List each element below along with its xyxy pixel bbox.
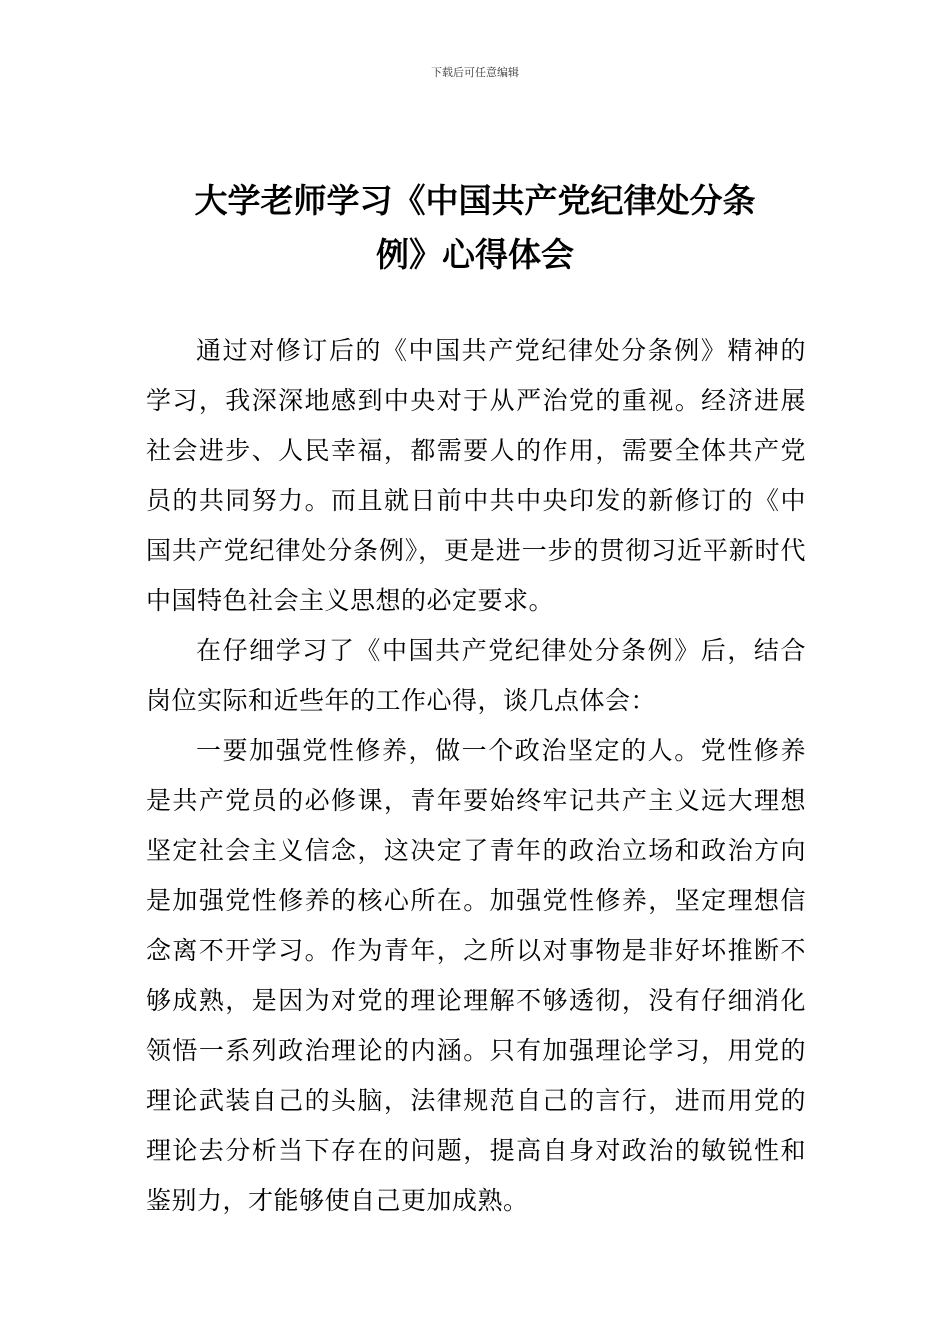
paragraph-3: 一要加强党性修养，做一个政治坚定的人。党性修养是共产党员的必修课，青年要始终牢记共产主义远大理想坚定社会主义信念，这决定了青年的政治立场和政治方向是加强党性修养的核心所在。加强党性修养，坚定理想信念离不开学习。作为青年，之所以对事物是非好坏推断不够成熟，是因为对党的理论理解不够透彻，没有仔细消化领悟一系列政治理论的内涵。只有加强理论学习，用党的理论武装自己的头脑，法律规范自己的言行，进而用党的理论去分析当下存在的问题，提高自身对政治的敏锐性和鉴别力，才能够使自己更加成熟。	[146, 736, 806, 1215]
paragraph-2: 在仔细学习了《中国共产党纪律处分条例》后，结合岗位实际和近些年的工作心得，谈几点体会：	[146, 636, 806, 715]
document-body	[146, 326, 806, 1226]
title-line-1: 大学老师学习《中国共产党纪律处分条	[194, 181, 756, 220]
header-note: 下载后可任意编辑	[431, 66, 519, 79]
title-line-2: 例》心得体会	[376, 235, 574, 274]
document-title	[140, 174, 810, 282]
paragraph-1: 通过对修订后的《中国共产党纪律处分条例》精神的学习，我深深地感到中央对于从严治党的重视。经济进展社会进步、人民幸福，都需要人的作用，需要全体共产党员的共同努力。而且就日前中共中央印发的新修订的《中国共产党纪律处分条例》，更是进一步的贯彻习近平新时代中国特色社会主义思想的必定要求。	[146, 336, 806, 615]
